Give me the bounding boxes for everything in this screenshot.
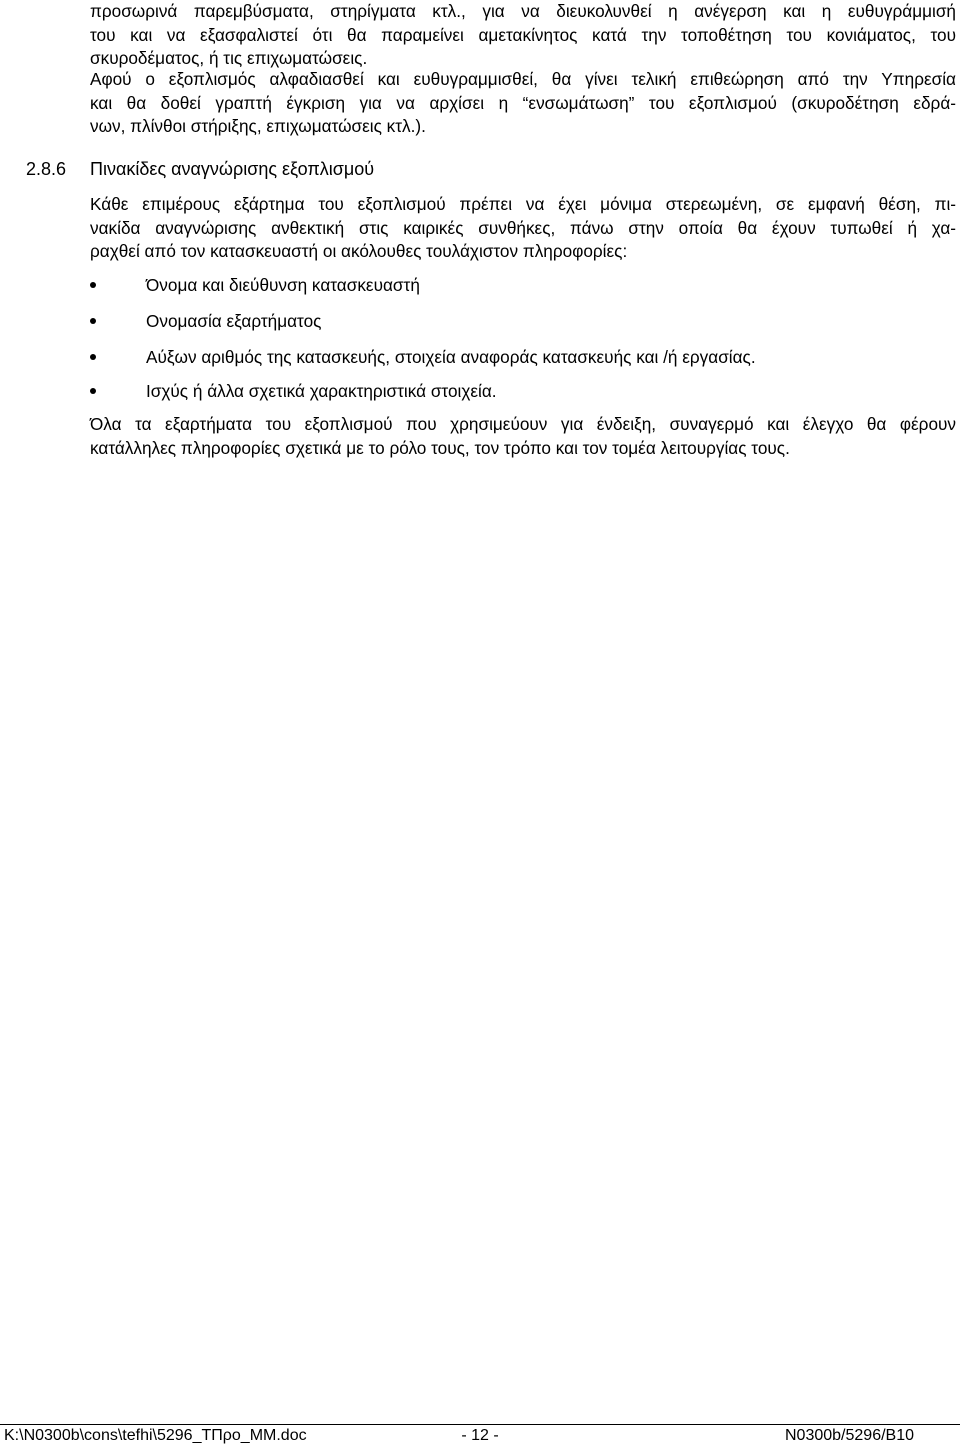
bullet-icon bbox=[90, 388, 96, 394]
text-line: κατάλληλες πληροφορίες σχετικά με το ρόλο τους, τον τρόπο και τον τομέα λειτουργίας τους. bbox=[90, 437, 790, 458]
footer-file-path: K:\N0300b\cons\tefhi\5296_ΤΠρο_ΜΜ.doc bbox=[4, 1427, 307, 1444]
paragraph-final bbox=[90, 413, 956, 460]
section-heading bbox=[26, 157, 374, 181]
footer-page-number: - 12 - bbox=[461, 1427, 499, 1444]
text-line: νακίδα αναγνώρισης ανθεκτική στις καιρικές συνθήκες, πάνω στην οποία θα έχουν τυπωθεί ή χα- bbox=[90, 217, 956, 238]
text-line: προσωρινά παρεμβύσματα, στηρίγματα κτλ., για να διευκολυνθεί η ανέγερση και η ευθυγράμμισή bbox=[90, 1, 956, 21]
footer-doc-code: N0300b/5296/B10 bbox=[785, 1427, 914, 1444]
list-item bbox=[90, 379, 756, 403]
text-line: του και να εξασφαλιστεί ότι θα παραμείνει αμετακίνητος κατά την τοποθέτηση του κονιάματος, του bbox=[90, 24, 956, 45]
list-item-text: Αύξων αριθμός της κατασκευής, στοιχεία αναφοράς κατασκευής και /ή εργασίας. bbox=[146, 347, 756, 367]
bullet-list bbox=[90, 273, 756, 403]
bullet-icon bbox=[90, 282, 96, 288]
list-item bbox=[90, 273, 756, 297]
paragraph-inspection bbox=[90, 68, 956, 139]
list-item bbox=[90, 309, 756, 333]
section-number: 2.8.6 bbox=[26, 159, 67, 179]
bullet-icon bbox=[90, 354, 96, 360]
text-line: ραχθεί από τον κατασκευαστή οι ακόλουθες τουλάχιστον πληροφορίες: bbox=[90, 241, 628, 261]
text-line: και θα δοθεί γραπτή έγκριση για να αρχίσει η “ενσωμάτωση” του εξοπλισμού (σκυροδέτηση εδρά- bbox=[90, 92, 956, 113]
paragraph-plates bbox=[90, 193, 956, 264]
paragraph-continued bbox=[90, 0, 956, 71]
text-line: Όλα τα εξαρτήματα του εξοπλισμού που χρησιμεύουν για ένδειξη, συναγερμό και έλεγχο θα φέρουν bbox=[90, 414, 956, 434]
text-line: σκυροδέματος, ή τις επιχωματώσεις. bbox=[90, 48, 368, 68]
text-line: Αφού ο εξοπλισμός αλφαδιασθεί και ευθυγραμμισθεί, θα γίνει τελική επιθεώρηση από την Υπηρεσία bbox=[90, 69, 956, 89]
list-item bbox=[90, 345, 756, 369]
page-footer bbox=[0, 1424, 960, 1449]
bullet-icon bbox=[90, 318, 96, 324]
section-title: Πινακίδες αναγνώρισης εξοπλισμού bbox=[90, 159, 375, 179]
text-line: Κάθε επιμέρους εξάρτημα του εξοπλισμού πρέπει να έχει μόνιμα στερεωμένη, σε εμφανή θέση, πι- bbox=[90, 194, 956, 214]
text-line: νων, πλίνθοι στήριξης, επιχωματώσεις κτλ.). bbox=[90, 116, 426, 136]
list-item-text: Ισχύς ή άλλα σχετικά χαρακτηριστικά στοιχεία. bbox=[146, 381, 497, 401]
list-item-text: Όνομα και διεύθυνση κατασκευαστή bbox=[146, 275, 420, 295]
list-item-text: Ονομασία εξαρτήματος bbox=[146, 311, 322, 331]
